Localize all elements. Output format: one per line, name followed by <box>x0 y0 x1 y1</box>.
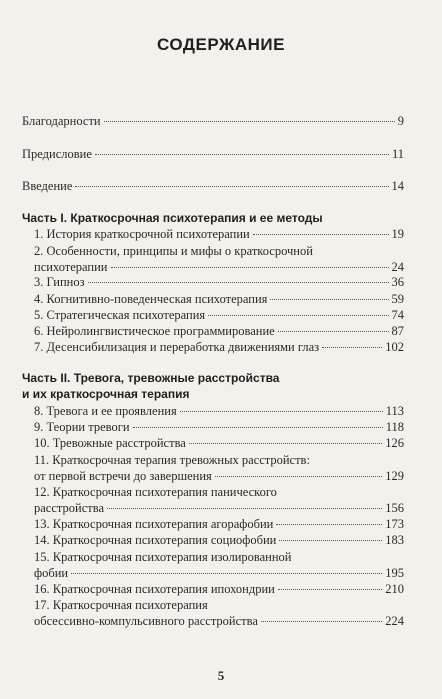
toc-entry <box>34 291 404 307</box>
leader-dots <box>107 508 382 509</box>
entry-title: 14. Краткосрочная психотерапия социофобии <box>34 533 277 547</box>
entry-page: 87 <box>391 324 404 338</box>
entry-title: обсессивно-компульсивного расстройства <box>34 614 258 628</box>
part-heading-line: и их краткосрочная терапия <box>22 387 190 401</box>
part-heading: Часть I. Краткосрочная психотерапия и ее методы <box>22 211 323 225</box>
entry-title: 5. Стратегическая психотерапия <box>34 308 206 322</box>
leader-dots <box>180 411 383 412</box>
entry-title: от первой встречи до завершения <box>34 469 212 483</box>
entry-page: 126 <box>385 436 404 450</box>
toc-entry <box>34 419 404 435</box>
entry-title-line: 15. Краткосрочная психотерапия изолированной <box>34 550 292 564</box>
entry-page: 224 <box>385 614 404 628</box>
entry-title: 16. Краткосрочная психотерапия ипохондрии <box>34 582 275 596</box>
toc-entry <box>34 452 404 484</box>
entry-title: 1. История краткосрочной психотерапии <box>34 227 250 241</box>
leader-dots <box>270 299 388 300</box>
toc-entry <box>34 532 404 548</box>
toc-entry <box>34 274 404 290</box>
leader-dots <box>133 427 383 428</box>
part-heading-line: Часть II. Тревога, тревожные расстройства <box>22 371 280 385</box>
entry-title: 4. Когнитивно-поведенческая психотерапия <box>34 292 268 306</box>
entry-title: 8. Тревога и ее проявления <box>34 404 177 418</box>
entry-title: Введение <box>22 179 73 193</box>
toc-entry <box>34 516 404 532</box>
entry-page: 19 <box>391 227 404 241</box>
entry-title-line: 2. Особенности, принципы и мифы о краткосрочной <box>34 244 313 258</box>
leader-dots <box>95 154 389 155</box>
entry-page: 11 <box>391 147 404 161</box>
leader-dots <box>253 234 389 235</box>
entry-page: 24 <box>391 260 404 274</box>
toc-entry <box>34 243 404 275</box>
leader-dots <box>189 443 382 444</box>
leader-dots <box>276 524 382 525</box>
toc-entry <box>34 403 404 419</box>
leader-dots <box>278 331 389 332</box>
toc-entry <box>34 484 404 516</box>
entry-title: 3. Гипноз <box>34 275 85 289</box>
toc-entry <box>34 549 404 581</box>
leader-dots <box>104 121 395 122</box>
entry-page: 183 <box>385 533 404 547</box>
entry-title-line: 17. Краткосрочная психотерапия <box>34 598 208 612</box>
entry-title: 13. Краткосрочная психотерапия агорафобии <box>34 517 274 531</box>
entry-title: психотерапии <box>34 260 108 274</box>
leader-dots <box>208 315 388 316</box>
toc-entry <box>34 307 404 323</box>
toc-entry <box>22 178 404 194</box>
entry-page: 195 <box>385 566 404 580</box>
page-title: СОДЕРЖАНИЕ <box>157 35 285 54</box>
entry-page: 102 <box>385 340 404 354</box>
entry-page: 36 <box>391 275 404 289</box>
page-number: 5 <box>217 668 225 683</box>
leader-dots <box>278 589 382 590</box>
entry-page: 210 <box>385 582 404 596</box>
entry-title-line: 11. Краткосрочная терапия тревожных расстройств: <box>34 453 310 467</box>
entry-title: Предисловие <box>22 147 92 161</box>
entry-page: 113 <box>385 404 404 418</box>
entry-page: 129 <box>385 469 404 483</box>
leader-dots <box>71 573 382 574</box>
leader-dots <box>279 540 382 541</box>
toc-entry <box>22 113 404 129</box>
toc-entry <box>34 339 404 355</box>
entry-title: 10. Тревожные расстройства <box>34 436 186 450</box>
leader-dots <box>215 476 382 477</box>
entry-page: 156 <box>385 501 404 515</box>
toc-entry <box>34 581 404 597</box>
part-heading <box>22 370 404 402</box>
leader-dots <box>322 347 382 348</box>
toc-entry <box>34 226 404 242</box>
leader-dots <box>111 267 389 268</box>
entry-title: Благодарности <box>22 114 101 128</box>
entry-title: фобии <box>34 566 69 580</box>
leader-dots <box>75 186 388 187</box>
toc-entry <box>34 435 404 451</box>
entry-page: 118 <box>385 420 404 434</box>
entry-page: 173 <box>385 517 404 531</box>
toc-entry <box>34 323 404 339</box>
toc-entry <box>34 597 404 629</box>
entry-title-line: 12. Краткосрочная психотерапия панического <box>34 485 277 499</box>
leader-dots <box>261 621 382 622</box>
entry-title: 6. Нейролингвистическое программирование <box>34 324 275 338</box>
entry-title: 9. Теории тревоги <box>34 420 130 434</box>
entry-title: 7. Десенсибилизация и переработка движениями глаз <box>34 340 320 354</box>
entry-page: 59 <box>391 292 404 306</box>
entry-page: 9 <box>397 114 404 128</box>
leader-dots <box>88 282 389 283</box>
toc-entry <box>22 146 404 162</box>
entry-page: 14 <box>391 179 404 193</box>
entry-page: 74 <box>391 308 404 322</box>
entry-title: расстройства <box>34 501 104 515</box>
